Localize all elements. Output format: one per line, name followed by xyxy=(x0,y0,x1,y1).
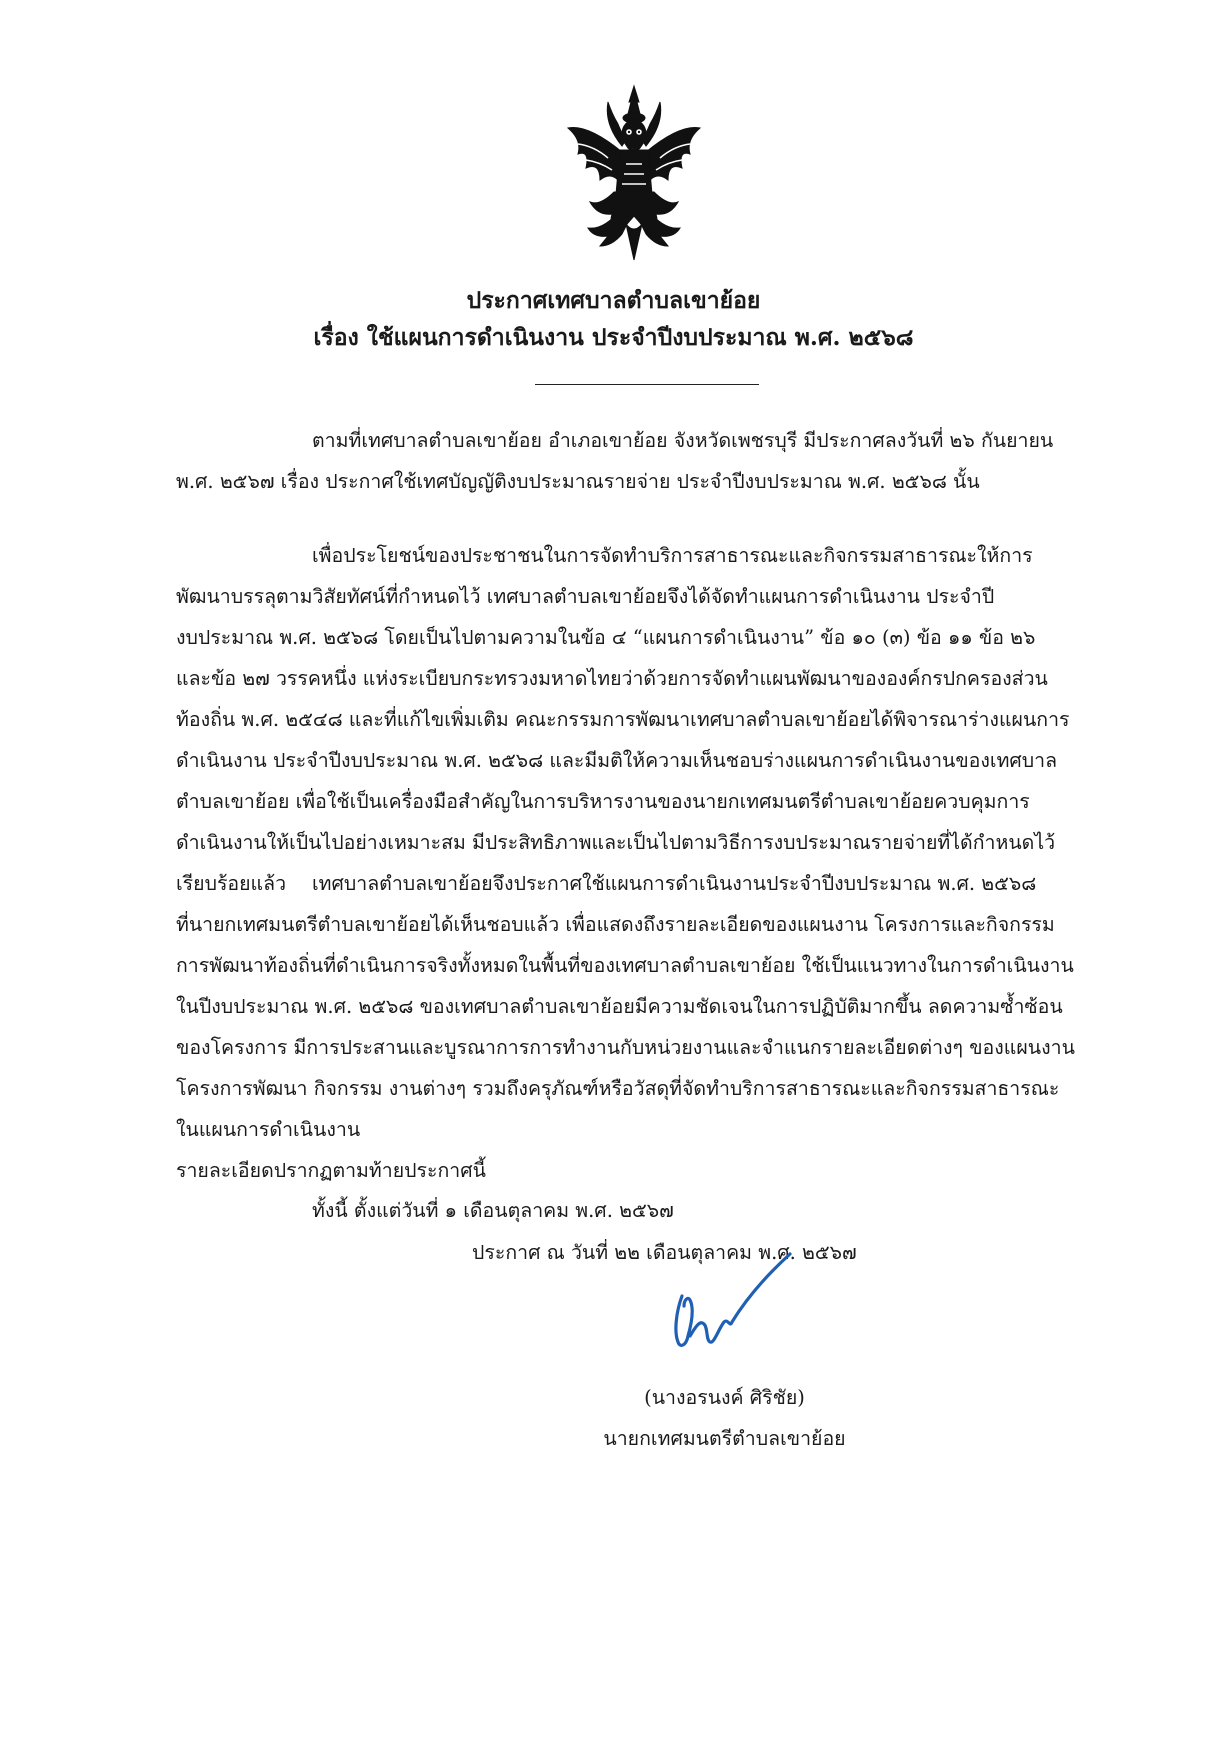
paragraph-line: ของโครงการ มีการประสานและบูรณาการการทำงานกับหน่วยงานและจำแนกรายละเอียดต่างๆ ของแผนงาน xyxy=(176,1036,1075,1059)
paragraph-line: พ.ศ. ๒๕๖๗ เรื่อง ประกาศใช้เทศบัญญัติงบประมาณรายจ่าย ประจำปีงบประมาณ พ.ศ. ๒๕๖๘ นั้น xyxy=(176,470,980,493)
handwritten-signature xyxy=(668,1246,808,1356)
paragraph-3 xyxy=(176,863,1120,1150)
paragraph-line: ตำบลเขาย้อย เพื่อใช้เป็นเครื่องมือสำคัญในการบริหารงานของนายกเทศมนตรีตำบลเขาย้อยควบคุมการ xyxy=(176,790,1030,813)
paragraph-line: การพัฒนาท้องถิ่นที่ดำเนินการจริงทั้งหมดในพื้นที่ของเทศบาลตำบลเขาย้อย ใช้เป็นแนวทางในการดำเนินงาน xyxy=(176,954,1074,977)
title-divider xyxy=(535,384,759,385)
paragraph-1 xyxy=(176,420,1120,502)
paragraph-line: เรียบร้อยแล้ว xyxy=(176,872,287,895)
paragraph-line: พัฒนาบรรลุตามวิสัยทัศน์ที่กำหนดไว้ เทศบาลตำบลเขาย้อยจึงได้จัดทำแผนการดำเนินงาน ประจำปี xyxy=(176,585,995,608)
paragraph-line: ในปีงบประมาณ พ.ศ. ๒๕๖๘ ของเทศบาลตำบลเขาย้อยมีความชัดเจนในการปฏิบัติมากขึ้น ลดความซ้ำซ้อน xyxy=(176,995,1063,1018)
paragraph-line: และข้อ ๒๗ วรรคหนึ่ง แห่งระเบียบกระทรวงมหาดไทยว่าด้วยการจัดทำแผนพัฒนาขององค์กรปกครองส่วน xyxy=(176,667,1048,690)
paragraph-line: งบประมาณ พ.ศ. ๒๕๖๘ โดยเป็นไปตามความในข้อ ๔ “แผนการดำเนินงาน” ข้อ ๑๐ (๓) ข้อ ๑๑ ข้อ ๒๖ xyxy=(176,626,1036,649)
paragraph-line: ดำเนินงาน ประจำปีงบประมาณ พ.ศ. ๒๕๖๘ และมีมติให้ความเห็นชอบร่างแผนการดำเนินงานของเทศบาล xyxy=(176,749,1058,772)
paragraph-line: เทศบาลตำบลเขาย้อยจึงประกาศใช้แผนการดำเนินงานประจำปีงบประมาณ พ.ศ. ๒๕๖๘ xyxy=(312,872,1037,895)
signer-position: นายกเทศมนตรีตำบลเขาย้อย xyxy=(603,1427,846,1450)
paragraph-line: ท้องถิ่น พ.ศ. ๒๕๔๘ และที่แก้ไขเพิ่มเติม คณะกรรมการพัฒนาเทศบาลตำบลเขาย้อยได้พิจารณาร่างแผนการ xyxy=(176,708,1070,731)
details-note: รายละเอียดปรากฏตามท้ายประกาศนี้ xyxy=(176,1159,486,1182)
garuda-emblem-icon xyxy=(564,84,704,262)
paragraph-line: ในแผนการดำเนินงาน xyxy=(176,1118,361,1141)
paragraph-2 xyxy=(176,535,1120,904)
signer-name: (นางอรนงค์ ศิริชัย) xyxy=(644,1386,805,1409)
paragraph-line: ตามที่เทศบาลตำบลเขาย้อย อำเภอเขาย้อย จังหวัดเพชรบุรี มีประกาศลงวันที่ ๒๖ กันยายน xyxy=(312,429,1054,452)
announcement-date: ประกาศ ณ วันที่ ๒๒ เดือนตุลาคม พ.ศ. ๒๕๖๗ xyxy=(472,1241,857,1264)
paragraph-line: โครงการพัฒนา กิจกรรม งานต่างๆ รวมถึงครุภัณฑ์หรือวัสดุที่จัดทำบริการสาธารณะและกิจกรรมสาธารณะ xyxy=(176,1077,1060,1100)
announcement-title: ประกาศเทศบาลตำบลเขาย้อย xyxy=(466,287,761,314)
paragraph-line: ดำเนินงานให้เป็นไปอย่างเหมาะสม มีประสิทธิภาพและเป็นไปตามวิธีการงบประมาณรายจ่ายที่ได้กำหนดไว้ xyxy=(176,831,1056,854)
announcement-subject: เรื่อง ใช้แผนการดำเนินงาน ประจำปีงบประมาณ พ.ศ. ๒๕๖๘ xyxy=(313,324,914,351)
paragraph-line: เพื่อประโยชน์ของประชาชนในการจัดทำบริการสาธารณะและกิจกรรมสาธารณะให้การ xyxy=(312,544,1033,567)
effective-date: ทั้งนี้ ตั้งแต่วันที่ ๑ เดือนตุลาคม พ.ศ. ๒๕๖๗ xyxy=(312,1199,674,1222)
paragraph-line: ที่นายกเทศมนตรีตำบลเขาย้อยได้เห็นชอบแล้ว เพื่อแสดงถึงรายละเอียดของแผนงาน โครงการและกิจกรรม xyxy=(176,913,1055,936)
